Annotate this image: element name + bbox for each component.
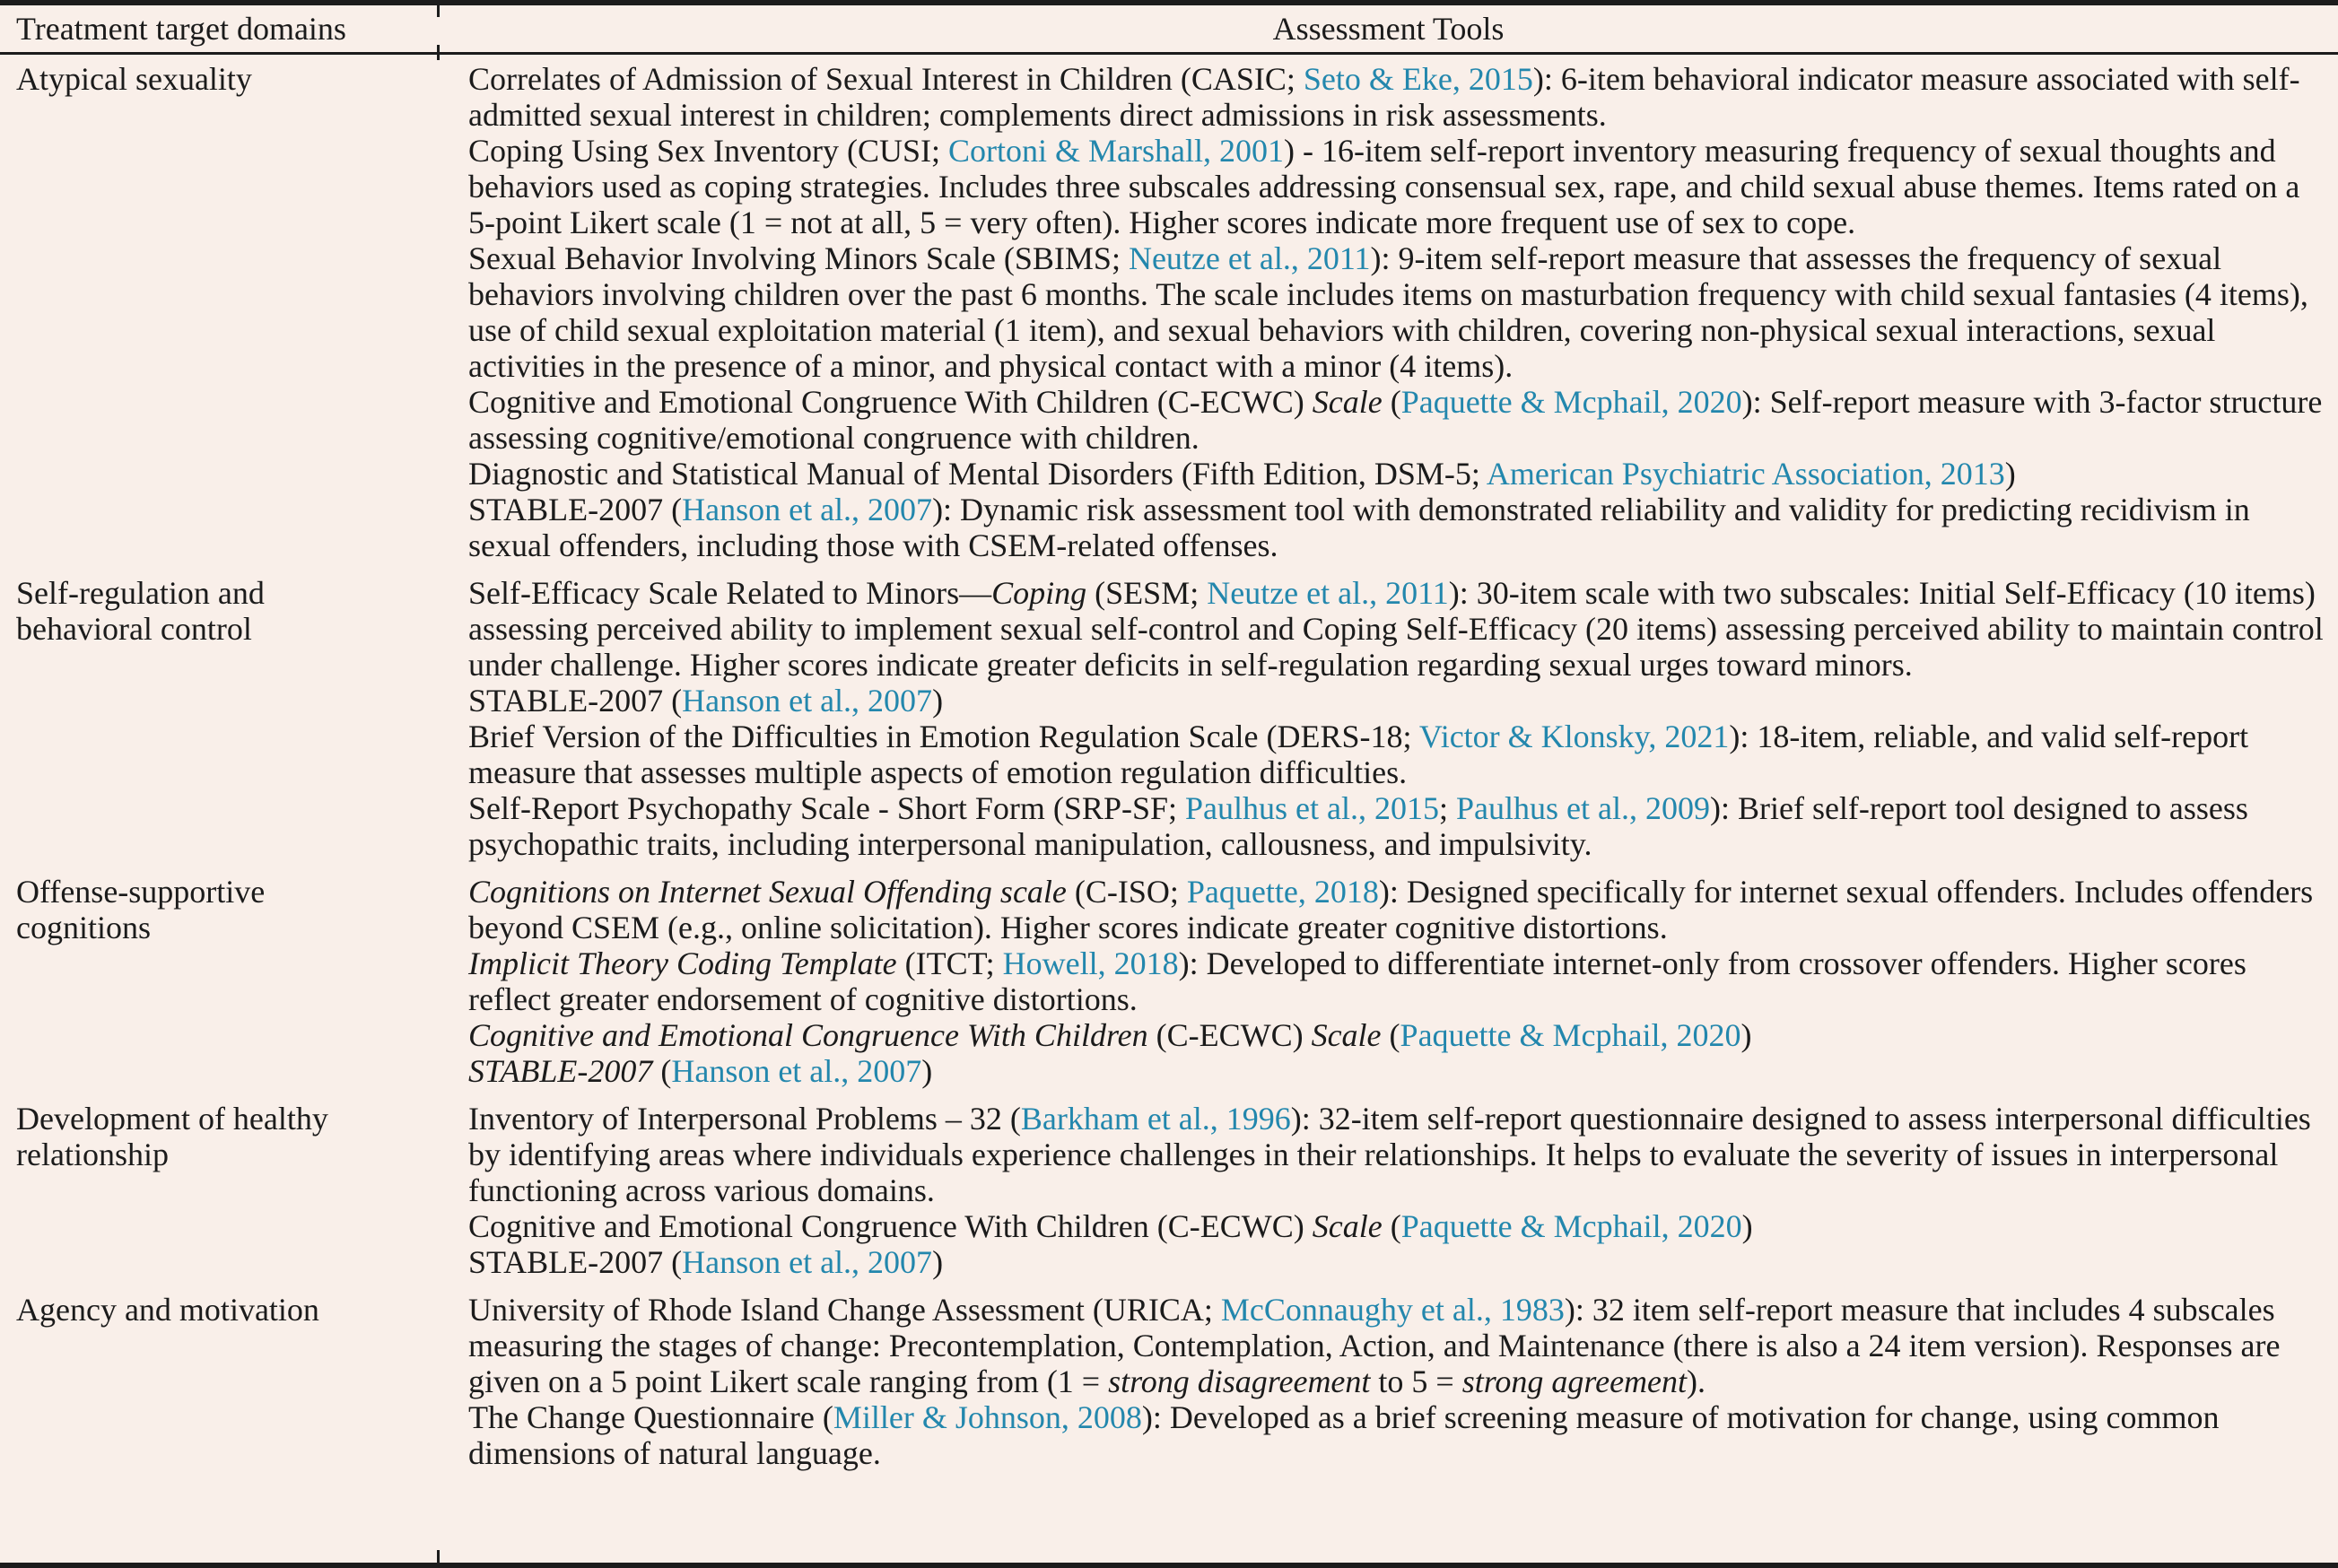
citation-link[interactable]: Paulhus et al., 2015 bbox=[1185, 790, 1439, 826]
text-run: Cognitive and Emotional Congruence With Children (C-ECWC) bbox=[468, 384, 1313, 420]
citation-link[interactable]: Seto & Eke, 2015 bbox=[1303, 61, 1533, 97]
text-run: ) bbox=[1741, 1208, 1753, 1244]
tool-entry bbox=[468, 1292, 2325, 1399]
text-run: ) bbox=[2004, 456, 2016, 492]
citation-link[interactable]: Hanson et al., 2007 bbox=[682, 683, 933, 719]
text-run: ): Brief self-report tool designed to assess psychopathic traits, including interpersonal manipulation, callousness, and impulsivity. bbox=[468, 790, 2248, 862]
text-run: to 5 = bbox=[1370, 1363, 1462, 1399]
text-run: Diagnostic and Statistical Manual of Mental Disorders (Fifth Edition, DSM-5; bbox=[468, 456, 1487, 492]
tool-entry bbox=[468, 240, 2325, 384]
tool-entry bbox=[468, 1244, 2325, 1280]
citation-link[interactable]: Hanson et al., 2007 bbox=[682, 492, 933, 527]
tool-entry bbox=[468, 575, 2325, 683]
text-run: ): 30-item scale with two subscales: Initial Self-Efficacy (10 items) assessing perceived ability to implement sexual self-control and Coping Self-Efficacy (20 items) assessing perceived ability to maintain control under challenge. Higher scores indicate greater deficits in self-regulation regarding sexual urges toward minors. bbox=[468, 575, 2324, 683]
text-run: Self-Efficacy Scale Related to Minors— bbox=[468, 575, 992, 611]
text-run: Cognitive and Emotional Congruence With Children (C-ECWC) bbox=[468, 1208, 1313, 1244]
text-run: Correlates of Admission of Sexual Interest in Children (CASIC; bbox=[468, 61, 1304, 97]
header-cell-treatment-target-domains: Treatment target domains bbox=[16, 11, 346, 47]
citation-link[interactable]: Paquette & Mcphail, 2020 bbox=[1400, 384, 1742, 420]
tool-entry bbox=[468, 874, 2325, 945]
header-cell-assessment-tools: Assessment Tools bbox=[1272, 11, 1505, 47]
text-run: STABLE-2007 bbox=[468, 1053, 653, 1089]
text-run: ) bbox=[1740, 1017, 1752, 1053]
text-run: ( bbox=[652, 1053, 672, 1089]
tool-entry bbox=[468, 1017, 2325, 1053]
text-run: Cognitive and Emotional Congruence With Children bbox=[468, 1017, 1148, 1053]
text-run: Coping bbox=[991, 575, 1087, 611]
table-header-row bbox=[0, 5, 2338, 55]
table-row bbox=[0, 55, 2338, 569]
citation-link[interactable]: Victor & Klonsky, 2021 bbox=[1418, 719, 1730, 754]
text-run: Self-Report Psychopathy Scale - Short Form (SRP-SF; bbox=[468, 790, 1185, 826]
text-run: (ITCT; bbox=[896, 945, 1003, 981]
citation-link[interactable]: Barkham et al., 1996 bbox=[1020, 1101, 1291, 1137]
text-run: ) bbox=[932, 683, 944, 719]
text-run: (SESM; bbox=[1086, 575, 1208, 611]
text-run: ): Designed specifically for internet sexual offenders. Includes offenders beyond CSEM (e.g., online solicitation). Higher scores indicate greater cognitive distortions. bbox=[468, 874, 2314, 945]
text-run: ( bbox=[1381, 1017, 1400, 1053]
text-run: ). bbox=[1687, 1363, 1706, 1399]
text-run: University of Rhode Island Change Assessment (URICA; bbox=[468, 1292, 1221, 1328]
tool-entry bbox=[468, 945, 2325, 1017]
citation-link[interactable]: Miller & Johnson, 2008 bbox=[833, 1399, 1142, 1435]
domain-cell: Self-regulation and behavioral control bbox=[16, 575, 265, 647]
tools-cell bbox=[439, 874, 2338, 1089]
domain-cell: Agency and motivation bbox=[16, 1292, 319, 1328]
tool-entry bbox=[468, 456, 2325, 492]
text-run: (C-ISO; bbox=[1066, 874, 1187, 910]
text-run: Sexual Behavior Involving Minors Scale (SBIMS; bbox=[468, 240, 1129, 276]
text-run: ( bbox=[1382, 384, 1401, 420]
text-run: ( bbox=[1382, 1208, 1401, 1244]
text-run: (C-ECWC) bbox=[1147, 1017, 1312, 1053]
tools-cell bbox=[439, 61, 2338, 563]
tool-entry bbox=[468, 719, 2325, 790]
citation-link[interactable]: Neutze et al., 2011 bbox=[1207, 575, 1449, 611]
table-row bbox=[0, 1285, 2338, 1477]
domain-cell: Offense-supportive cognitions bbox=[16, 874, 266, 945]
citation-link[interactable]: Paulhus et al., 2009 bbox=[1456, 790, 1710, 826]
citation-link[interactable]: Paquette, 2018 bbox=[1186, 874, 1379, 910]
text-run: ) bbox=[932, 1244, 944, 1280]
text-run: ) bbox=[921, 1053, 933, 1089]
table-row bbox=[0, 569, 2338, 867]
tool-entry bbox=[468, 1399, 2325, 1471]
text-run: STABLE-2007 ( bbox=[468, 683, 683, 719]
text-run: strong agreement bbox=[1461, 1363, 1688, 1399]
domain-cell: Atypical sexuality bbox=[16, 61, 252, 97]
text-run: ): Developed to differentiate internet-only from crossover offenders. Higher scores reflect greater endorsement of cognitive distortions. bbox=[468, 945, 2246, 1017]
text-run: strong disagreement bbox=[1108, 1363, 1371, 1399]
text-run: ): Developed as a brief screening measure of motivation for change, using common dimensions of natural language. bbox=[468, 1399, 2220, 1471]
tool-entry bbox=[468, 790, 2325, 862]
tools-cell bbox=[439, 1101, 2338, 1280]
citation-link[interactable]: Hanson et al., 2007 bbox=[671, 1053, 922, 1089]
tool-entry bbox=[468, 1053, 2325, 1089]
citation-link[interactable]: Neutze et al., 2011 bbox=[1128, 240, 1371, 276]
text-run: The Change Questionnaire ( bbox=[468, 1399, 833, 1435]
text-run: Brief Version of the Difficulties in Emotion Regulation Scale (DERS-18; bbox=[468, 719, 1419, 754]
citation-link[interactable]: Paquette & Mcphail, 2020 bbox=[1400, 1017, 1741, 1053]
table-row bbox=[0, 867, 2338, 1094]
tool-entry bbox=[468, 1101, 2325, 1208]
tool-entry bbox=[468, 1208, 2325, 1244]
text-run: ): Dynamic risk assessment tool with demonstrated reliability and validity for predicting recidivism in sexual offenders, including those with CSEM-related offenses. bbox=[468, 492, 2250, 563]
text-run: STABLE-2007 ( bbox=[468, 1244, 683, 1280]
tools-cell bbox=[439, 575, 2338, 862]
text-run: ): 32-item self-report questionnaire designed to assess interpersonal difficulties by identifying areas where individuals experience challenges in their relationships. It helps to evaluate the severity of issues in interpersonal functioning across various domains. bbox=[468, 1101, 2311, 1208]
text-run: ): Self-report measure with 3-factor structure assessing cognitive/emotional congruence with children. bbox=[468, 384, 2323, 456]
tools-cell bbox=[439, 1292, 2338, 1471]
domain-cell: Development of healthy relationship bbox=[16, 1101, 328, 1172]
text-run: Scale bbox=[1311, 1017, 1382, 1053]
text-run: ): 6-item behavioral indicator measure associated with self-admitted sexual interest in children; complements direct admissions in risk assessments. bbox=[468, 61, 2300, 133]
text-run: Implicit Theory Coding Template bbox=[468, 945, 897, 981]
tool-entry bbox=[468, 384, 2325, 456]
text-run: ): 9-item self-report measure that assesses the frequency of sexual behaviors involving children over the past 6 months. The scale includes items on masturbation frequency with child sexual fantasies (4 items), use of child sexual exploitation material (1 item), and sexual behaviors with children, covering non-physical sexual interactions, sexual activities in the presence of a minor, and physical contact with a minor (4 items). bbox=[468, 240, 2308, 384]
tool-entry bbox=[468, 133, 2325, 240]
tool-entry bbox=[468, 492, 2325, 563]
tool-entry bbox=[468, 683, 2325, 719]
citation-link[interactable]: American Psychiatric Association, 2013 bbox=[1486, 456, 2005, 492]
citation-link[interactable]: McConnaughy et al., 1983 bbox=[1220, 1292, 1565, 1328]
citation-link[interactable]: Howell, 2018 bbox=[1002, 945, 1179, 981]
text-run: STABLE-2007 ( bbox=[468, 492, 683, 527]
text-run: Coping Using Sex Inventory (CUSI; bbox=[468, 133, 948, 169]
text-run: Inventory of Interpersonal Problems – 32 ( bbox=[468, 1101, 1021, 1137]
citation-link[interactable]: Cortoni & Marshall, 2001 bbox=[948, 133, 1284, 169]
text-run: Cognitions on Internet Sexual Offending scale bbox=[468, 874, 1067, 910]
text-run: Scale bbox=[1312, 1208, 1383, 1244]
text-run: ) - 16-item self-report inventory measuring frequency of sexual thoughts and behaviors used as coping strategies. Includes three subscales addressing consensual sex, rape, and child sexual abuse themes. Items rated on a 5-point Likert scale (1 = not at all, 5 = very often). Higher scores indicate more frequent use of sex to cope. bbox=[468, 133, 2300, 240]
text-run: ; bbox=[1438, 790, 1456, 826]
tool-entry bbox=[468, 61, 2325, 133]
text-run: ): 18-item, reliable, and valid self-report measure that assesses multiple aspects of emotion regulation difficulties. bbox=[468, 719, 2249, 790]
text-run: Scale bbox=[1312, 384, 1383, 420]
table-body bbox=[0, 55, 2338, 1563]
column-divider-tick-top bbox=[437, 5, 440, 17]
column-divider-tick-bottom bbox=[437, 1550, 440, 1563]
citation-link[interactable]: Paquette & Mcphail, 2020 bbox=[1400, 1208, 1742, 1244]
table-row bbox=[0, 1094, 2338, 1285]
column-divider-tick-header bbox=[437, 45, 440, 60]
citation-link[interactable]: Hanson et al., 2007 bbox=[682, 1244, 933, 1280]
text-run: ): 32 item self-report measure that includes 4 subscales measuring the stages of change: Precontemplation, Contemplation, Action, and Maintenance (there is also a 24 item version). Responses are given on a 5 point Likert scale ranging from (1 = bbox=[468, 1292, 2281, 1399]
